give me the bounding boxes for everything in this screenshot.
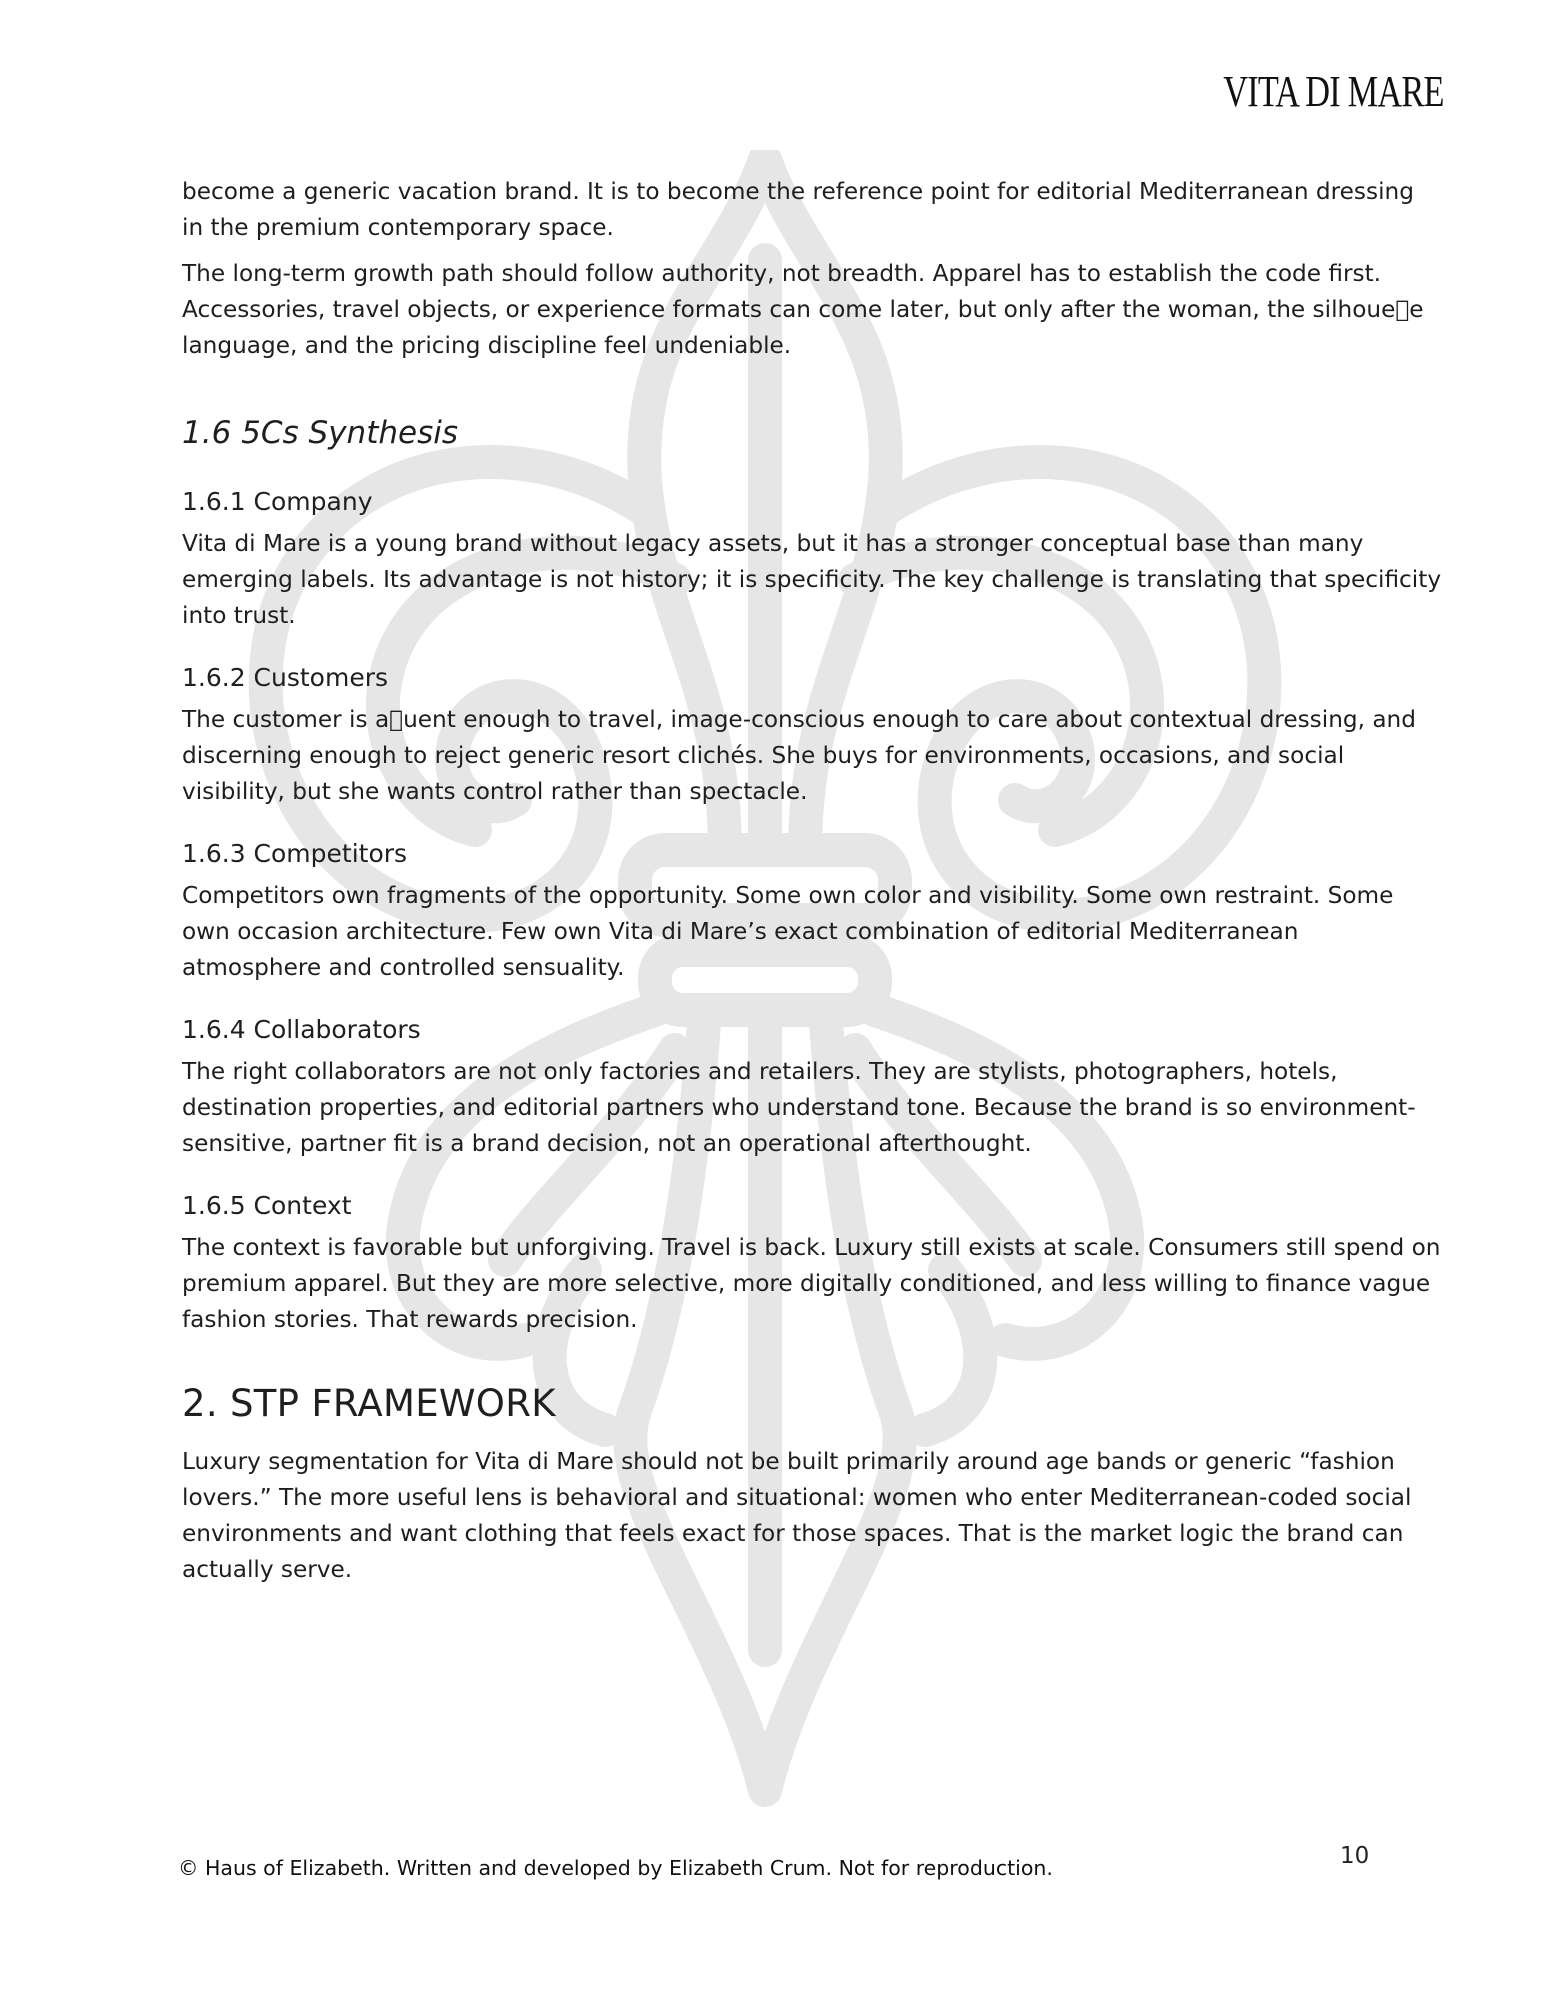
footer-copyright: © Haus of Elizabeth. Written and developed by Elizabeth Crum. Not for reproduction. bbox=[178, 1856, 1053, 1880]
subsection-heading-customers: 1.6.2 Customers bbox=[182, 663, 389, 692]
document-body bbox=[182, 174, 1442, 1598]
chapter-paragraph: Luxury segmentation for Vita di Mare should not be built primarily around age bands or generic “fashion lovers.” The more useful lens is behavioral and situational: women who enter Mediterranean-coded social environments and want clothing that feels exact for those spaces. That is the market logic the brand can actually serve. bbox=[182, 1448, 1412, 1583]
page-number: 10 bbox=[1340, 1843, 1370, 1869]
subsection-heading-context: 1.6.5 Context bbox=[182, 1191, 352, 1220]
subsection-heading-company: 1.6.1 Company bbox=[182, 487, 373, 516]
intro-paragraph-1: become a generic vacation brand. It is to become the reference point for editorial Mediterranean dressing in the premium contemporary space. bbox=[182, 178, 1414, 241]
chapter-heading: 2. STP FRAMEWORK bbox=[182, 1382, 556, 1425]
section-heading: 1.6 5Cs Synthesis bbox=[182, 415, 458, 451]
subsection-body-context: The context is favorable but unforgiving. Travel is back. Luxury still exists at scale. Consumers still spend on premium apparel. But they are more selective, more digitally conditioned, and less willing to finance vague fashion stories. That rewards precision. bbox=[182, 1234, 1441, 1333]
subsection-heading-competitors: 1.6.3 Competitors bbox=[182, 839, 408, 868]
subsection-body-collaborators: The right collaborators are not only factories and retailers. They are stylists, photographers, hotels, destination properties, and editorial partners who understand tone. Because the brand is so environment-sensitive, partner fit is a brand decision, not an operational afterthought. bbox=[182, 1058, 1416, 1157]
intro-paragraph-2: The long-term growth path should follow authority, not breadth. Apparel has to establish the code first. Accessories, travel objects, or experience formats can come later, but only after the woman, the silhoue e language, and the pricing discipline feel undeniable. bbox=[182, 260, 1424, 359]
subsection-body-company: Vita di Mare is a young brand without legacy assets, but it has a stronger conceptual base than many emerging labels. Its advantage is not history; it is specificity. The key challenge is translating that specificity into trust. bbox=[182, 530, 1442, 629]
subsection-body-customers: The customer is a uent enough to travel, image-conscious enough to care about contextual dressing, and discerning enough to reject generic resort clichés. She buys for environments, occasions, and social visibility, but she wants control rather than spectacle. bbox=[182, 706, 1416, 805]
subsection-body-competitors: Competitors own fragments of the opportunity. Some own color and visibility. Some own restraint. Some own occasion architecture. Few own Vita di Mare’s exact combination of editorial Mediterranean atmosphere and controlled sensuality. bbox=[182, 882, 1394, 981]
brand-logo: VITA DI MARE bbox=[1223, 67, 1444, 116]
subsection-heading-collaborators: 1.6.4 Collaborators bbox=[182, 1015, 421, 1044]
